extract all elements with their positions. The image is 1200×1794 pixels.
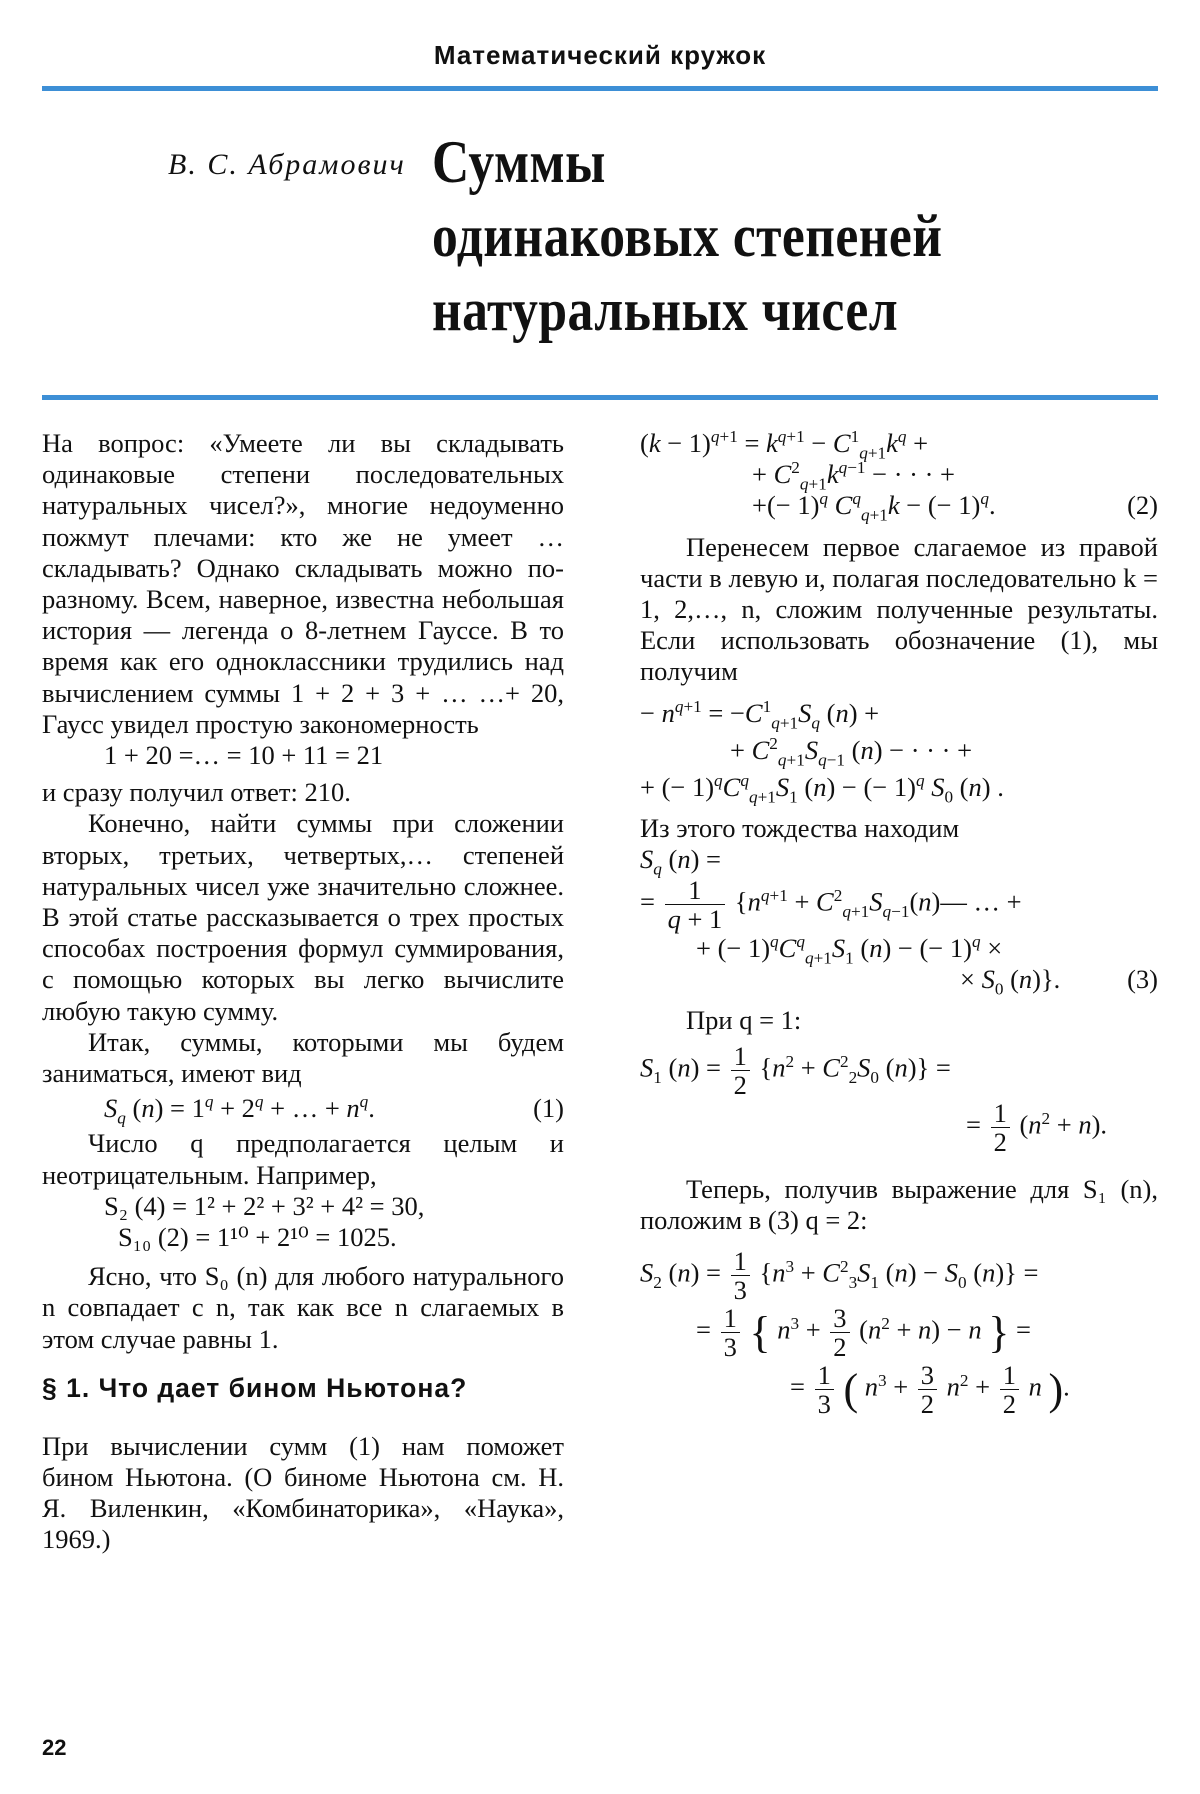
identity-line-2: + $C^2_{q+1}S_{q-1}$ (n) − · · · + (730, 734, 973, 770)
fraction: $\frac{1}{2}$ (991, 1099, 1010, 1156)
top-rule (42, 86, 1158, 91)
equation-2-line-3 (640, 489, 1158, 525)
paragraph: Из этого тождества находим (640, 813, 960, 844)
equation-label: (3) (1127, 963, 1158, 994)
formula-3-line-2: = $\frac{1}{q + 1}$ {$n^{q+1}$ + $C^2_{q+1}S_{q-1}(n)—$ … + (640, 874, 1022, 934)
paragraph: Число q предполагается целым и неотрицательным. Например, (42, 1128, 564, 1190)
fraction: $\frac{1}{q + 1}$ (665, 876, 726, 933)
fraction: $\frac{1}{2}$ (1000, 1361, 1019, 1418)
equation-label: (2) (1127, 490, 1158, 521)
identity-line-3: + (− $1)^qC^q_{q+1}S_1$ (n) − (− 1)$^q$ $S_0$ (n) . (640, 771, 1004, 807)
section-heading: § 1. Что дает бином Ньютона? (42, 1372, 468, 1403)
s2-line-2: = $\frac{1}{3}$ { $n^3$ + $\frac{3}{2}$ $(n^2 + n) - n$ } = (696, 1302, 1031, 1362)
paragraph: При вычислении сумм (1) нам поможет бином Ньютона. (О биноме Ньютона см. Н. Я. Виленкин, «Комбинаторика», «Наука», 1969.) (42, 1430, 564, 1555)
formula-3-line-4 (640, 963, 1158, 999)
identity-line-1: − $n^{q+1} = -C^1_{q+1}S_q$ (n) + (640, 696, 880, 732)
title-line: одинаковых степеней (432, 203, 943, 269)
equation-1-body: $S_q$ $(n) = 1^q + 2^q$ + … + $n^q$. (104, 1092, 375, 1128)
formula-3-tail: × $S_0$ (n)}. (960, 963, 1061, 999)
s1-line-2: = $\frac{1}{2}$ $(n^2 + n)$. (966, 1098, 1108, 1158)
article-author: В. С. Абрамович (168, 148, 406, 181)
s2-line-1: $S_2$ (n) = $\frac{1}{3}$ {$n^3 + C^2_3S_1$ $(n) - S_0$ (n)} = (640, 1245, 1039, 1305)
paragraph: Конечно, найти суммы при сложении вторых, третьих, четвертых,… степеней натуральных чисел уже значительно сложнее. В этой статье рассказывается о трех простых способах построения формул суммирования, с помощью которых вы легко вычислите любую такую сумму. (42, 808, 564, 1026)
equation-2-line-1: $(k - 1)^{q+1} = k^{q+1} - C^1_{q+1}k^q$ + (640, 427, 929, 463)
article-title (432, 125, 942, 347)
fraction: $\frac{3}{2}$ (830, 1304, 849, 1361)
equation-1 (42, 1092, 564, 1128)
example-1: S₂ (4) = 1² + 2² + 3² + 4² = 30, (104, 1190, 425, 1221)
fraction: $\frac{3}{2}$ (918, 1361, 937, 1418)
paragraph: Итак, суммы, которыми мы будем заниматься, имеют вид (42, 1026, 564, 1089)
paragraph: При q = 1: (686, 1005, 802, 1036)
paragraph: Перенесем первое слагаемое из правой части в левую и, полагая последовательно k = 1, 2,…, n, сложим полученные результаты. Если использовать обозначение (1), мы получим (640, 531, 1158, 687)
right-column (640, 428, 1158, 1418)
fraction: $\frac{1}{3}$ (731, 1247, 750, 1304)
title-line: натуральных чисел (432, 277, 899, 343)
fraction: $\frac{1}{3}$ (815, 1361, 834, 1418)
title-line: Суммы (432, 129, 606, 195)
equation-2-line-2: + $C^2_{q+1}k^{q-1}$ − · · · + (752, 458, 956, 494)
s2-line-3: = $\frac{1}{3}$ ( $n^3$ + $\frac{3}{2}$ $n^2$ + $\frac{1}{2}$ n ). (790, 1359, 1070, 1419)
equation-2-tail: +(− 1)$^q$ $C^q_{q+1}k$ − (− 1)$^q$. (752, 489, 996, 525)
example-2: S₁₀ (2) = 1¹⁰ + 2¹⁰ = 1025. (118, 1222, 397, 1253)
left-column (42, 428, 564, 1555)
fraction: $\frac{1}{2}$ (731, 1042, 750, 1099)
bottom-rule (42, 395, 1158, 400)
fraction: $\frac{1}{3}$ (721, 1304, 740, 1361)
formula-3-line-3: + (− $1)^qC^q_{q+1}S_1$ (n) − (− 1)$^q$ × (696, 931, 1003, 967)
section-rubric: Математический кружок (433, 40, 767, 70)
gauss-equation: 1 + 20 =… = 10 + 11 = 21 (104, 740, 384, 771)
paragraph: Теперь, получив выражение для S₁ (n), положим в (3) q = 2: (640, 1174, 1158, 1236)
equation-label: (1) (533, 1093, 564, 1124)
paragraph: На вопрос: «Умеете ли вы складывать одинаковые степени последовательных натуральных чисел?», многие недоуменно пожмут плечами: кто же не умеет … складывать? Однако складывать можно по-разному. Всем, наверное, известна небольшая история — легенда о 8-летнем Гауссе. В то время как его одноклассники трудились над вычислением суммы 1 + 2 + 3 + … …+ 20, Гаусс увидел простую закономерность (42, 428, 564, 739)
s1-line-1: $S_1$ (n) = $\frac{1}{2}$ {$n^2 + C^2_2S_0$ (n)} = (640, 1041, 951, 1101)
formula-3-line-1: $S_q$ (n) = (640, 844, 721, 879)
paragraph: Ясно, что S₀ (n) для любого натурального n совпадает с n, так как все n слагаемых в этом случае равны 1. (42, 1261, 564, 1354)
page-number: 22 (42, 1735, 67, 1760)
paragraph: и сразу получил ответ: 210. (42, 777, 351, 808)
